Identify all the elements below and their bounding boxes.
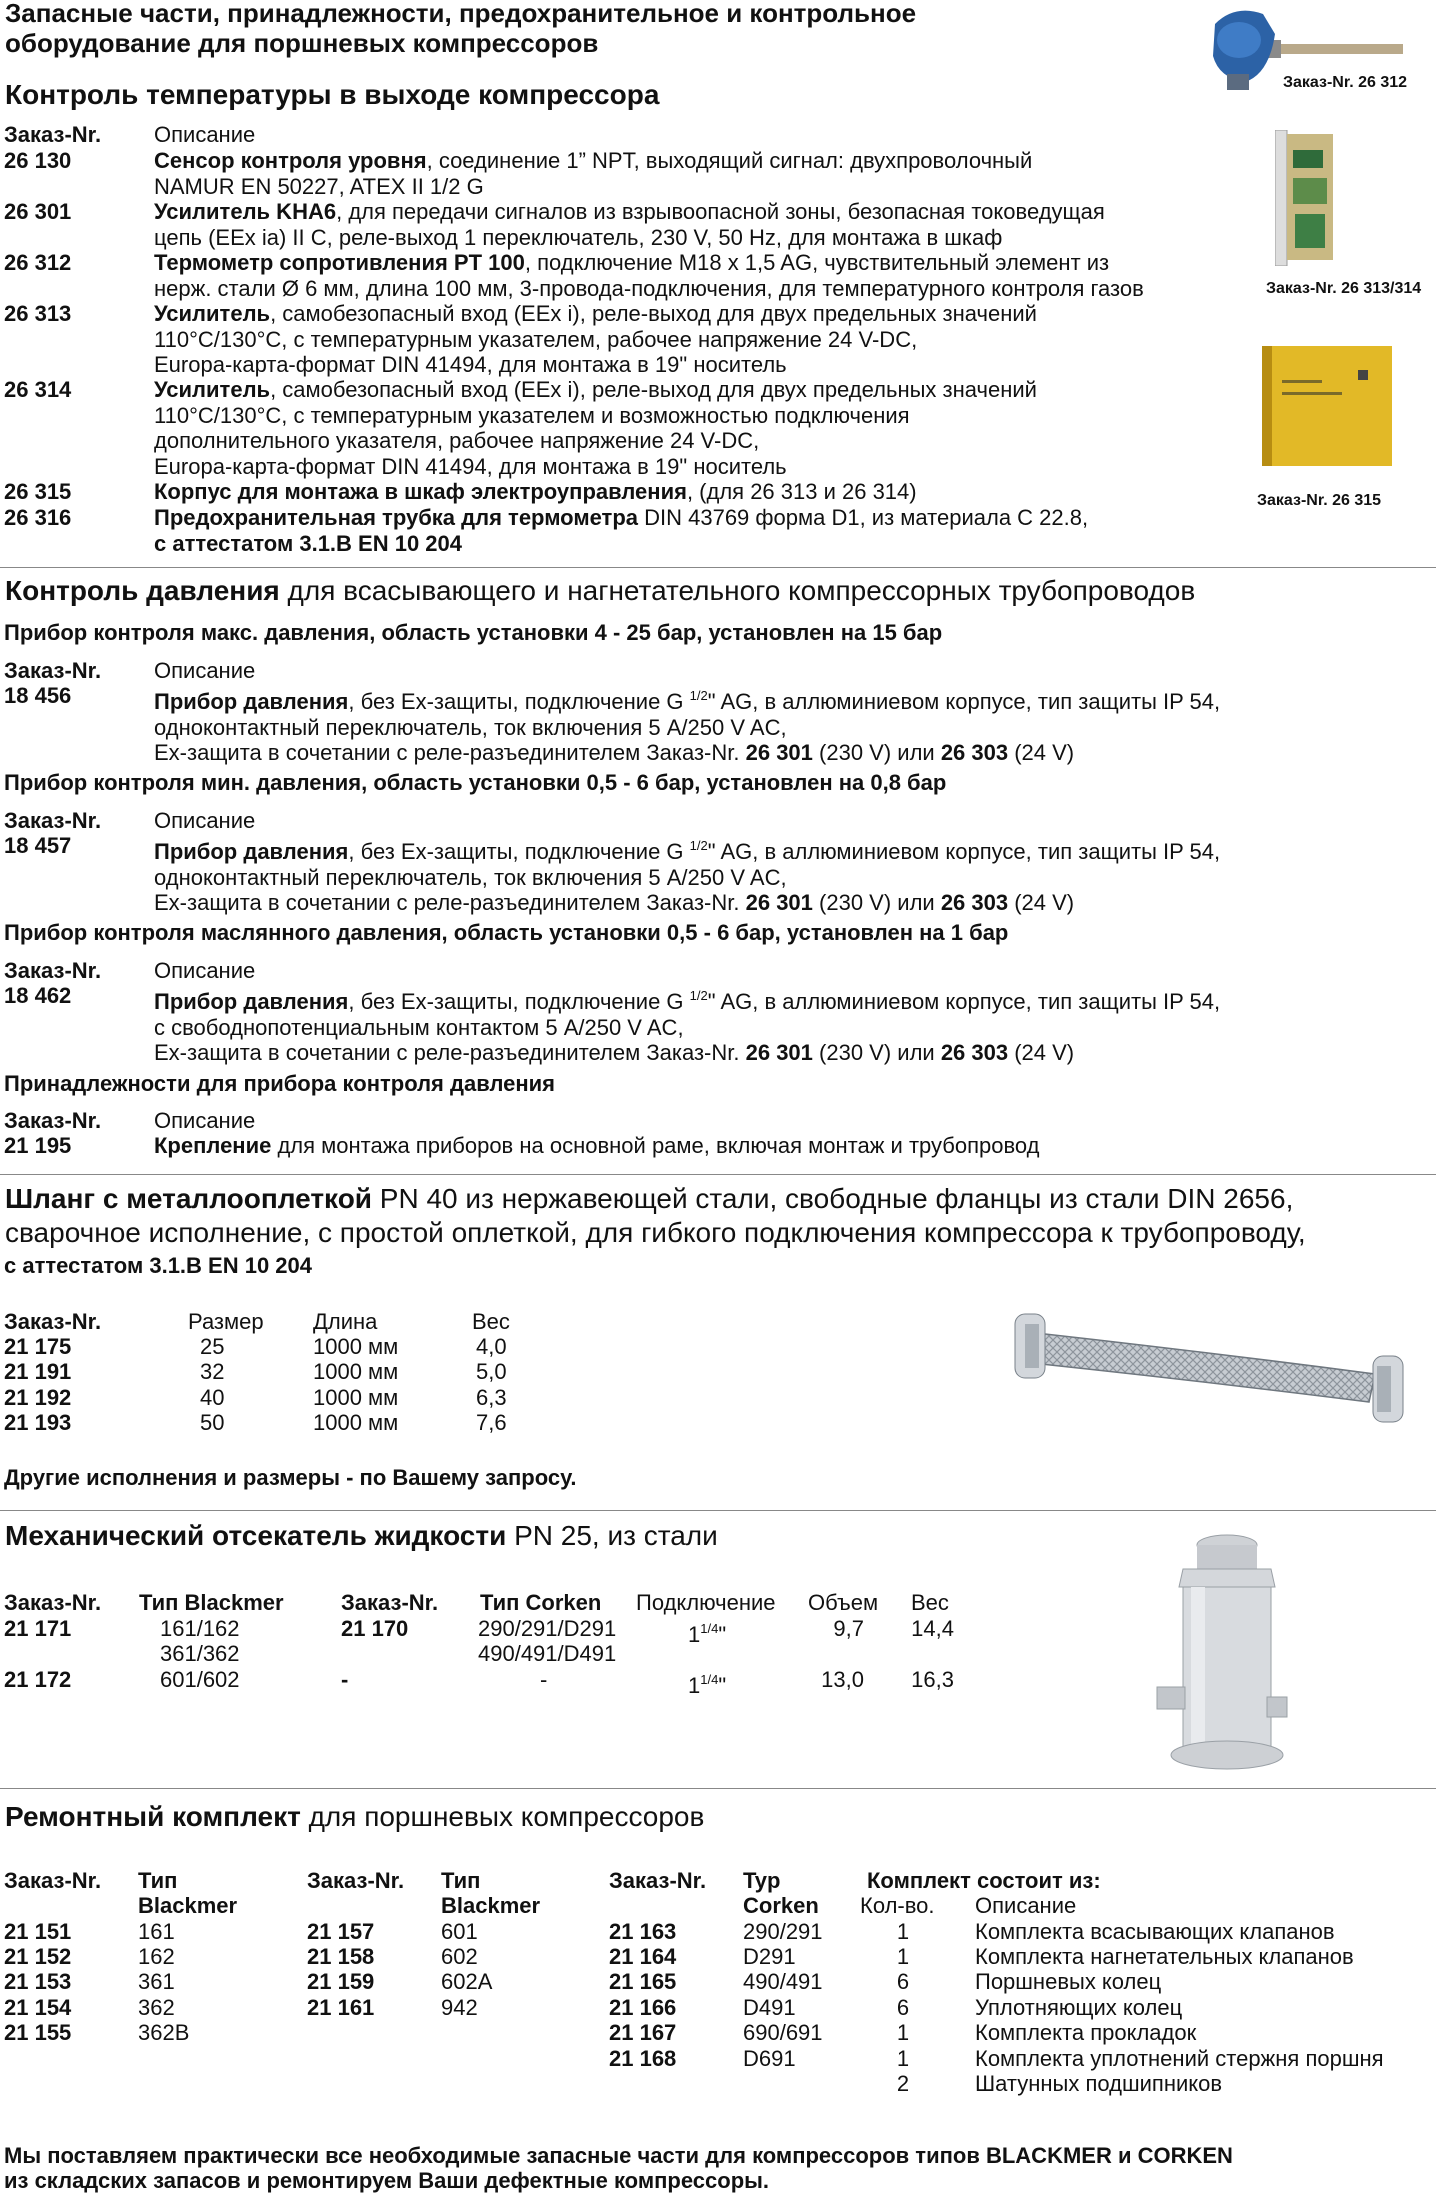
volume: 13,0	[821, 1667, 864, 1692]
metal-hose-image	[1005, 1308, 1425, 1428]
page-title: Запасные части, принадлежности, предохранительное и контрольное оборудование для поршневых компрессоров	[5, 0, 917, 58]
kit-qty: 6	[896, 1969, 910, 1994]
pressure-sub: Прибор контроля мин. давления, область установки 0,5 - 6 бар, установлен на 0,8 бар	[4, 770, 947, 795]
col-weight: Вес	[472, 1309, 510, 1334]
order-nr: 26 314	[4, 377, 72, 402]
hose-heading: Шланг с металлооплеткой PN 40 из нержавеющей стали, свободные фланцы из стали DIN 2656, сварочное исполнение, с простой оплеткой, для гибкого подключения компрессора к трубопроводу,	[5, 1183, 1306, 1248]
col-blackmer: Blackmer	[138, 1893, 238, 1918]
col-type: Тип	[441, 1868, 481, 1893]
divider	[0, 1510, 1436, 1511]
type-corken: 290/291/D291	[478, 1616, 617, 1641]
type-value: 601	[441, 1919, 478, 1944]
col-corken: Corken	[743, 1893, 819, 1918]
col-desc: Описание	[154, 1108, 256, 1133]
order-nr: 21 193	[4, 1410, 72, 1435]
col-order: Заказ-Nr.	[4, 1108, 102, 1133]
order-nr: 18 456	[4, 683, 72, 708]
size-value: 25	[200, 1334, 225, 1359]
item-desc: Прибор давления, без Ex-защиты, подключение G $^{1/2}$" AG, в аллюминиевом корпусе, тип защиты IP 54, с свободнопотенциальным контактом 5 A/250 V AC, Ex-защита в сочетании с реле-разъединителем Заказ-Nr. 26 301 (230 V) или 26 303 (24 V)	[154, 988, 1221, 1065]
order-nr: 21 171	[4, 1616, 72, 1641]
order-nr: 21 192	[4, 1385, 72, 1410]
type-blackmer: 601/602	[160, 1667, 240, 1692]
kit-qty: 1	[896, 2020, 910, 2045]
pressure-sub: Прибор контроля макс. давления, область установки 4 - 25 бар, установлен на 15 бар	[4, 620, 943, 645]
divider	[0, 1174, 1436, 1175]
col-volume: Объем	[808, 1590, 879, 1615]
pressure-sub: Прибор контроля маслянного давления, область установки 0,5 - 6 бар, установлен на 1 бар	[4, 920, 1009, 945]
kit-desc: Комплекта нагнетательных клапанов	[975, 1944, 1354, 1969]
type-value: 362	[138, 1995, 175, 2020]
col-weight: Вес	[911, 1590, 949, 1615]
order-nr: 26 301	[4, 199, 72, 224]
type-value: 161	[138, 1919, 175, 1944]
connection: $1^{1/4}$"	[688, 1672, 727, 1698]
pressure-acc-sub: Принадлежности для прибора контроля давления	[4, 1071, 556, 1096]
type-value: 361	[138, 1969, 175, 1994]
col-qty: Кол-во.	[860, 1893, 935, 1918]
connection: $1^{1/4}$"	[688, 1621, 727, 1647]
divider	[0, 567, 1436, 568]
weight-value: 6,3	[476, 1385, 507, 1410]
length-value: 1000 мм	[313, 1334, 399, 1359]
order-nr: 21 191	[4, 1359, 72, 1384]
size-value: 32	[200, 1359, 225, 1384]
length-value: 1000 мм	[313, 1359, 399, 1384]
order-nr: 21 168	[609, 2046, 677, 2071]
order-nr: 21 157	[307, 1919, 375, 1944]
order-nr-2: 21 170	[341, 1616, 409, 1641]
col-desc: Описание	[154, 808, 256, 833]
col-order-2: Заказ-Nr.	[341, 1590, 439, 1615]
order-nr: 21 163	[609, 1919, 677, 1944]
col-order: Заказ-Nr.	[4, 1309, 102, 1334]
item-desc: Сенсор контроля уровня, соединение 1” NPT, выходящий сигнал: двухпроволочный NAMUR EN 50227, ATEX II 1/2 G	[154, 148, 1033, 199]
order-nr: 21 166	[609, 1995, 677, 2020]
col-length: Длина	[313, 1309, 378, 1334]
col-order: Заказ-Nr.	[4, 1590, 102, 1615]
hose-note: Другие исполнения и размеры - по Вашему запросу.	[4, 1465, 577, 1490]
separator-heading: Механический отсекатель жидкости PN 25, из стали	[5, 1520, 718, 1551]
repair-heading: Ремонтный комплект для поршневых компрессоров	[5, 1801, 705, 1832]
weight-value: 5,0	[476, 1359, 507, 1384]
order-nr-2: -	[341, 1667, 349, 1692]
temp-heading: Контроль температуры в выходе компрессора	[5, 79, 660, 110]
kit-qty: 6	[896, 1995, 910, 2020]
pressure-heading: Контроль давления для всасывающего и нагнетательного компрессорных трубопроводов	[5, 575, 1196, 606]
weight-value: 7,6	[476, 1410, 507, 1435]
temp-col-order: Заказ-Nr.	[4, 122, 102, 147]
type-value: 162	[138, 1944, 175, 1969]
type-value: 602A	[441, 1969, 493, 1994]
col-blackmer: Blackmer	[441, 1893, 541, 1918]
housing-image	[1262, 340, 1392, 470]
col-desc: Описание	[154, 658, 256, 683]
kit-qty: 2	[896, 2071, 910, 2096]
kit-desc: Уплотняющих колец	[975, 1995, 1183, 2020]
col-type-corken: Тип Corken	[480, 1590, 602, 1615]
amplifier-card-image	[1275, 130, 1335, 266]
type-value: 602	[441, 1944, 478, 1969]
size-value: 50	[200, 1410, 225, 1435]
divider	[0, 1788, 1436, 1789]
volume: 9,7	[833, 1616, 864, 1641]
order-nr: 26 130	[4, 148, 72, 173]
order-nr: 21 159	[307, 1969, 375, 1994]
col-connection: Подключение	[636, 1590, 776, 1615]
type-value: D691	[743, 2046, 796, 2071]
item-desc: Усилитель KHA6, для передачи сигналов из взрывоопасной зоны, безопасная токоведущая цепь (EEx ia) II C, реле-выход 1 переключатель, 230 V, 50 Hz, для монтажа в шкаф	[154, 199, 1105, 250]
footer-note: Мы поставляем практически все необходимые запасные части для компрессоров типов BLACKMER и CORKEN из складских запасов и ремонтируем Ваши дефектные компрессоры.	[4, 2143, 1233, 2193]
type-value: D491	[743, 1995, 796, 2020]
type-corken: 490/491/D491	[478, 1641, 617, 1666]
kit-qty: 1	[896, 1919, 910, 1944]
type-corken: -	[540, 1667, 548, 1692]
type-value: D291	[743, 1944, 796, 1969]
kit-desc: Комплекта всасывающих клапанов	[975, 1919, 1335, 1944]
type-value: 942	[441, 1995, 478, 2020]
weight-value: 4,0	[476, 1334, 507, 1359]
type-value: 362B	[138, 2020, 190, 2045]
caption-26313-314: Заказ-Nr. 26 313/314	[1266, 280, 1422, 297]
col-order: Заказ-Nr.	[4, 1868, 102, 1893]
kit-qty: 1	[896, 1944, 910, 1969]
order-nr: 21 164	[609, 1944, 677, 1969]
item-desc: Усилитель, самобезопасный вход (EEx i), реле-выход для двух предельных значений 110°C/130°C, с температурным указателем, рабочее напряжение 24 V-DC, Europa-карта-формат DIN 41494, для монтажа в 19" носитель	[154, 301, 1037, 377]
col-desc: Описание	[154, 958, 256, 983]
order-nr: 26 316	[4, 505, 72, 530]
col-order: Заказ-Nr.	[4, 658, 102, 683]
col-order: Заказ-Nr.	[4, 958, 102, 983]
col-order: Заказ-Nr.	[609, 1868, 707, 1893]
col-kit: Комплект состоит из:	[867, 1868, 1101, 1893]
order-nr: 21 154	[4, 1995, 72, 2020]
weight: 14,4	[911, 1616, 954, 1641]
order-nr: 21 195	[4, 1133, 72, 1158]
length-value: 1000 мм	[313, 1410, 399, 1435]
kit-desc: Поршневых колец	[975, 1969, 1162, 1994]
type-blackmer: 161/162	[160, 1616, 240, 1641]
temp-col-desc: Описание	[154, 122, 256, 147]
col-type: Тип	[138, 1868, 178, 1893]
kit-desc: Комплекта прокладок	[975, 2020, 1197, 2045]
order-nr: 21 161	[307, 1995, 375, 2020]
caption-26312: Заказ-Nr. 26 312	[1283, 74, 1408, 91]
length-value: 1000 мм	[313, 1385, 399, 1410]
kit-desc: Шатунных подшипников	[975, 2071, 1223, 2096]
order-nr: 26 312	[4, 250, 72, 275]
type-value: 290/291	[743, 1919, 823, 1944]
item-desc: Прибор давления, без Ex-защиты, подключение G $^{1/2}$" AG, в аллюминиевом корпусе, тип защиты IP 54, одноконтактный переключатель, ток включения 5 A/250 V AC, Ex-защита в сочетании с реле-разъединителем Заказ-Nr. 26 301 (230 V) или 26 303 (24 V)	[154, 688, 1221, 765]
order-nr: 21 175	[4, 1334, 72, 1359]
col-type-blackmer: Тип Blackmer	[139, 1590, 284, 1615]
order-nr: 26 313	[4, 301, 72, 326]
col-order: Заказ-Nr.	[4, 808, 102, 833]
order-nr: 21 165	[609, 1969, 677, 1994]
order-nr: 18 457	[4, 833, 72, 858]
type-blackmer: 361/362	[160, 1641, 240, 1666]
col-desc: Описание	[975, 1893, 1077, 1918]
col-size: Размер	[188, 1309, 264, 1334]
kit-desc: Комплекта уплотнений стержня поршня	[975, 2046, 1384, 2071]
weight: 16,3	[911, 1667, 954, 1692]
liquid-separator-image	[1155, 1527, 1295, 1781]
col-type: Typ	[743, 1868, 781, 1893]
order-nr: 21 153	[4, 1969, 72, 1994]
kit-qty: 1	[896, 2046, 910, 2071]
col-order: Заказ-Nr.	[307, 1868, 405, 1893]
order-nr: 21 158	[307, 1944, 375, 1969]
caption-26315: Заказ-Nr. 26 315	[1257, 492, 1382, 509]
size-value: 40	[200, 1385, 225, 1410]
order-nr: 21 152	[4, 1944, 72, 1969]
hose-cert: с аттестатом 3.1.B EN 10 204	[4, 1253, 312, 1278]
order-nr: 26 315	[4, 479, 72, 504]
order-nr: 21 172	[4, 1667, 72, 1692]
item-desc: Предохранительная трубка для термометра DIN 43769 форма D1, из материала C 22.8, с аттестатом 3.1.B EN 10 204	[154, 505, 1089, 556]
order-nr: 21 151	[4, 1919, 72, 1944]
item-desc: Термометр сопротивления PT 100, подключение M18 x 1,5 AG, чувствительный элемент из нерж. стали Ø 6 мм, длина 100 мм, 3-провода-подключения, для температурного контроля газов	[154, 250, 1144, 301]
type-value: 690/691	[743, 2020, 823, 2045]
item-desc: Прибор давления, без Ex-защиты, подключение G $^{1/2}$" AG, в аллюминиевом корпусе, тип защиты IP 54, одноконтактный переключатель, ток включения 5 A/250 V AC, Ex-защита в сочетании с реле-разъединителем Заказ-Nr. 26 301 (230 V) или 26 303 (24 V)	[154, 838, 1221, 915]
order-nr: 21 167	[609, 2020, 677, 2045]
item-desc: Усилитель, самобезопасный вход (EEx i), реле-выход для двух предельных значений 110°C/130°C, с температурным указателем и возможностью подключения дополнительного указателя, рабочее напряжение 24 V-DC, Europa-карта-формат DIN 41494, для монтажа в 19" носитель	[154, 377, 1037, 479]
type-value: 490/491	[743, 1969, 823, 1994]
item-desc: Корпус для монтажа в шкаф электроуправления, (для 26 313 и 26 314)	[154, 479, 917, 504]
item-desc: Крепление для монтажа приборов на основной раме, включая монтаж и трубопровод	[154, 1133, 1040, 1158]
order-nr: 21 155	[4, 2020, 72, 2045]
order-nr: 18 462	[4, 983, 72, 1008]
